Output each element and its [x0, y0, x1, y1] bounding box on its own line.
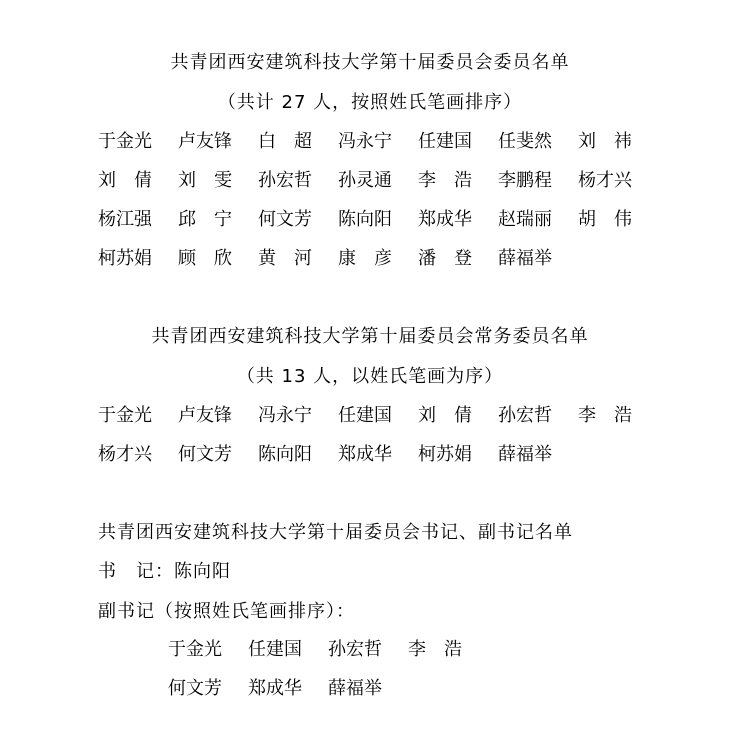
member-name: 杨才兴 — [578, 170, 632, 191]
member-name: 孙宏哲 — [498, 405, 552, 426]
member-name: 陈向阳 — [338, 209, 392, 230]
standing-committee-subtitle: （共 13 人，以姓氏笔画为序） — [236, 366, 504, 387]
member-name: 李 浩 — [578, 405, 632, 426]
member-name: 杨江强 — [98, 209, 152, 230]
member-name: 刘 祎 — [578, 131, 632, 152]
member-name: 孙宏哲 — [328, 639, 382, 660]
member-name: 胡 伟 — [578, 209, 632, 230]
member-name: 薛福举 — [328, 678, 382, 699]
secretary-label: 书 记： — [98, 561, 174, 582]
member-name: 于金光 — [98, 131, 152, 152]
member-name: 于金光 — [168, 639, 222, 660]
member-name: 黄 河 — [258, 248, 312, 269]
member-name: 刘 倩 — [98, 170, 152, 191]
member-name: 薛福举 — [498, 444, 552, 465]
member-name: 冯永宁 — [338, 131, 392, 152]
member-name: 任建国 — [338, 405, 392, 426]
member-name: 任建国 — [248, 639, 302, 660]
member-name: 刘 倩 — [418, 405, 472, 426]
committee-subtitle: （共计 27 人，按照姓氏笔画排序） — [217, 92, 523, 113]
standing-committee-title: 共青团西安建筑科技大学第十届委员会常务委员名单 — [151, 326, 589, 347]
member-name: 卢友锋 — [178, 131, 232, 152]
member-name: 郑成华 — [338, 444, 392, 465]
member-name: 任建国 — [418, 131, 472, 152]
member-name: 于金光 — [98, 405, 152, 426]
member-name: 郑成华 — [248, 678, 302, 699]
secretary-line — [98, 557, 231, 583]
committee-title: 共青团西安建筑科技大学第十届委员会委员名单 — [170, 52, 570, 73]
member-name: 何文芳 — [178, 444, 232, 465]
member-name: 薛福举 — [498, 248, 552, 269]
member-name: 柯苏娟 — [418, 444, 472, 465]
member-name: 顾 欣 — [178, 248, 232, 269]
member-name: 杨才兴 — [98, 444, 152, 465]
secretary-name: 陈向阳 — [174, 561, 231, 582]
member-name: 陈向阳 — [258, 444, 312, 465]
member-name: 康 彦 — [338, 248, 392, 269]
member-name: 何文芳 — [168, 678, 222, 699]
member-name: 卢友锋 — [178, 405, 232, 426]
member-name: 任斐然 — [498, 131, 552, 152]
member-name: 孙灵通 — [338, 170, 392, 191]
member-name: 李 浩 — [408, 639, 462, 660]
member-name: 何文芳 — [258, 209, 312, 230]
member-name: 孙宏哲 — [258, 170, 312, 191]
deputy-secretary-label: 副书记（按照姓氏笔画排序）： — [98, 601, 355, 622]
member-name: 冯永宁 — [258, 405, 312, 426]
member-name: 白 超 — [258, 131, 312, 152]
member-name: 刘 雯 — [178, 170, 232, 191]
member-name: 邱 宁 — [178, 209, 232, 230]
member-name: 李鹏程 — [498, 170, 552, 191]
secretary-title: 共青团西安建筑科技大学第十届委员会书记、副书记名单 — [98, 522, 573, 543]
member-name: 郑成华 — [418, 209, 472, 230]
member-name: 柯苏娟 — [98, 248, 152, 269]
member-name: 潘 登 — [418, 248, 472, 269]
member-name: 李 浩 — [418, 170, 472, 191]
member-name: 赵瑞丽 — [498, 209, 552, 230]
